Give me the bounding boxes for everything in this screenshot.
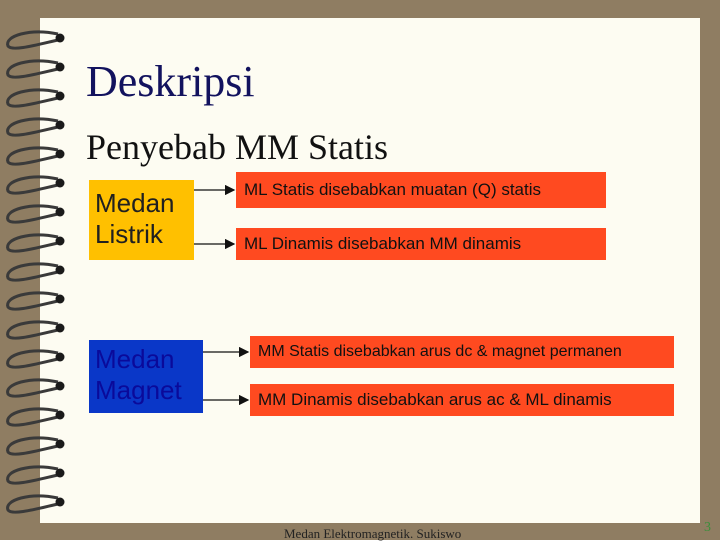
binding-ring-icon	[8, 496, 58, 512]
medan-magnet-label-line2: Magnet	[95, 375, 182, 405]
binding-ring-icon	[8, 235, 58, 251]
binding-ring-icon	[8, 293, 58, 309]
medan-listrik-box	[89, 180, 194, 260]
binding-ring-icon	[8, 32, 58, 48]
binding-ring-icon	[8, 206, 58, 222]
binding-ring-icon	[8, 119, 58, 135]
binding-hole-icon	[56, 63, 65, 72]
binding-ring-icon	[8, 380, 58, 396]
medan-magnet-box	[89, 340, 203, 413]
binding-hole-icon	[56, 469, 65, 478]
binding-ring-icon	[8, 90, 58, 106]
slide-subtitle: Penyebab MM Statis	[86, 127, 388, 167]
ml-dinamis-cause-box	[236, 228, 606, 260]
binding-hole-icon	[56, 34, 65, 43]
binding-hole-icon	[56, 440, 65, 449]
binding-ring-icon	[8, 148, 58, 164]
binding-ring-icon	[8, 264, 58, 280]
binding-hole-icon	[56, 237, 65, 246]
binding-ring-icon	[8, 351, 58, 367]
binding-hole-icon	[56, 150, 65, 159]
binding-hole-icon	[56, 353, 65, 362]
binding-hole-icon	[56, 179, 65, 188]
page-number: 3	[704, 520, 711, 535]
medan-magnet-label-line1: Medan	[95, 344, 175, 374]
binding-ring-icon	[8, 177, 58, 193]
binding-ring-icon	[8, 409, 58, 425]
medan-listrik-label-line1: Medan	[95, 188, 175, 218]
mm-statis-cause-text: MM Statis disebabkan arus dc & magnet permanen	[258, 343, 622, 360]
binding-hole-icon	[56, 266, 65, 275]
binding-hole-icon	[56, 208, 65, 217]
ml-statis-cause-text: ML Statis disebabkan muatan (Q) statis	[244, 180, 542, 199]
mm-dinamis-cause-text: MM Dinamis disebabkan arus ac & ML dinamis	[258, 390, 612, 409]
binding-hole-icon	[56, 121, 65, 130]
medan-listrik-label-line2: Listrik	[95, 219, 163, 249]
binding-ring-icon	[8, 438, 58, 454]
ml-dinamis-cause-text: ML Dinamis disebabkan MM dinamis	[244, 234, 522, 253]
binding-ring-icon	[8, 467, 58, 483]
binding-ring-icon	[8, 61, 58, 77]
binding-hole-icon	[56, 295, 65, 304]
slide-footer: Medan Elektromagnetik. Sukiswo	[284, 526, 462, 541]
slide-title: Deskripsi	[86, 57, 255, 106]
binding-hole-icon	[56, 411, 65, 420]
binding-hole-icon	[56, 498, 65, 507]
spiral-binding-icon	[0, 20, 70, 520]
binding-hole-icon	[56, 382, 65, 391]
binding-hole-icon	[56, 324, 65, 333]
mm-statis-cause-box	[250, 336, 674, 368]
binding-ring-icon	[8, 322, 58, 338]
binding-hole-icon	[56, 92, 65, 101]
mm-dinamis-cause-box	[250, 384, 674, 416]
ml-statis-cause-box	[236, 172, 606, 208]
